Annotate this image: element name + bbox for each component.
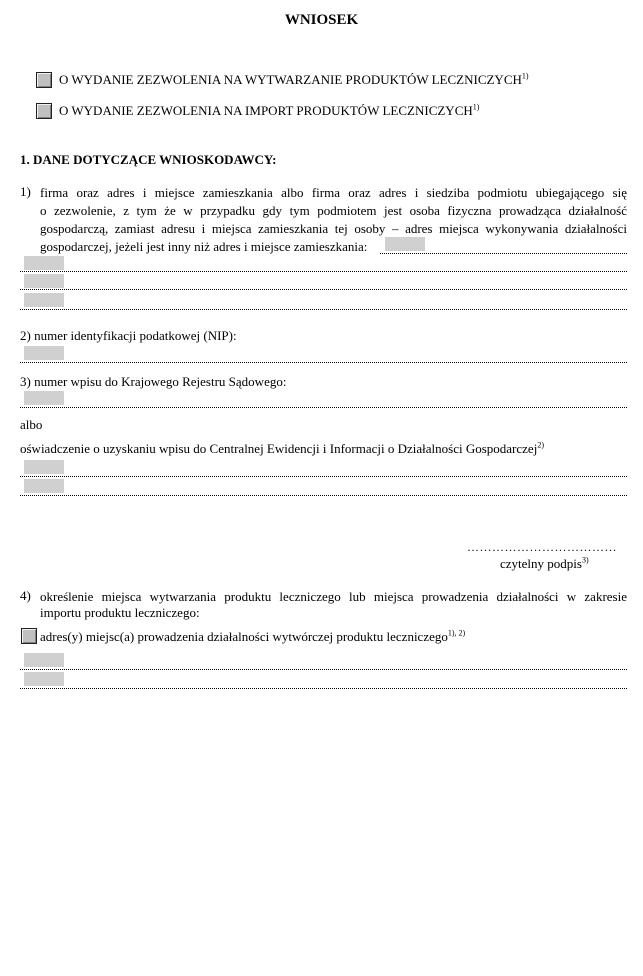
dotted-line: [20, 688, 627, 689]
ceidg-field-2[interactable]: [24, 479, 64, 493]
manufacture-permit-label: O WYDANIE ZEZWOLENIA NA WYTWARZANIE PRODUKTÓW LECZNICZYCH$^{1)}$: [59, 71, 529, 87]
nip-label: 2) numer identyfikacji podatkowej (NIP):: [20, 328, 237, 343]
company-address-field-1[interactable]: [24, 256, 64, 270]
item1-number: 1): [20, 184, 31, 199]
item4-text-line1: określenie miejsca wytwarzania produktu leczniczego lub miejsca prowadzenia działalności w zakresie: [40, 589, 627, 604]
company-address-field-3[interactable]: [24, 293, 64, 307]
dotted-line: [20, 407, 627, 408]
import-permit-checkbox[interactable]: [36, 103, 52, 119]
signature-label: czytelny podpis$^{3)}$: [500, 555, 589, 571]
dotted-line: [20, 289, 627, 290]
manufacturing-site-field-2[interactable]: [24, 672, 64, 686]
ceidg-field-1[interactable]: [24, 460, 64, 474]
dotted-line: [20, 309, 627, 310]
company-address-field-inline[interactable]: [385, 237, 425, 251]
dotted-line: [20, 669, 627, 670]
item1-text-rest: o zezwolenie, z tym że w przypadku gdy tym podmiotem jest osoba fizyczna prowadząca działalność gospodarczą, zamiast adresu i miejsca zamieszkania tej osoby – adres miejsca wykonywania działalności gospodarczej, jeżeli jest inny niż adres i miejsce zamieszkania:: [40, 203, 627, 254]
section-heading-applicant: 1. DANE DOTYCZĄCE WNIOSKODAWCY:: [20, 152, 277, 167]
manufacturing-site-field-1[interactable]: [24, 653, 64, 667]
krs-label: 3) numer wpisu do Krajowego Rejestru Sądowego:: [20, 374, 287, 389]
dotted-line: [20, 495, 627, 496]
manufacturing-site-label: adres(y) miejsc(a) prowadzenia działalności wytwórczej produktu leczniczego$^{1), 2)}$: [40, 628, 466, 644]
signature-line: ………………………………: [467, 540, 617, 554]
manufacturing-site-checkbox[interactable]: [21, 628, 37, 644]
item4-text-line2: importu produktu leczniczego:: [40, 605, 200, 620]
krs-field[interactable]: [24, 391, 64, 405]
albo-text: albo: [20, 417, 43, 432]
dotted-line: [20, 271, 627, 272]
company-address-field-2[interactable]: [24, 274, 64, 288]
dotted-line: [380, 253, 627, 254]
ceidg-label: oświadczenie o uzyskaniu wpisu do Centralnej Ewidencji i Informacji o Działalności Gospodarczej$^{2)}$: [20, 440, 544, 456]
item1-text-line1: firma oraz adres i miejsce zamieszkania albo firma oraz adres i siedziba podmiotu ubiegającego się: [40, 185, 627, 200]
nip-field[interactable]: [24, 346, 64, 360]
dotted-line: [20, 476, 627, 477]
item4-number: 4): [20, 588, 31, 603]
import-permit-label: O WYDANIE ZEZWOLENIA NA IMPORT PRODUKTÓW LECZNICZYCH$^{1)}$: [59, 102, 480, 118]
manufacture-permit-checkbox[interactable]: [36, 72, 52, 88]
form-title: WNIOSEK: [284, 12, 359, 28]
dotted-line: [20, 362, 627, 363]
